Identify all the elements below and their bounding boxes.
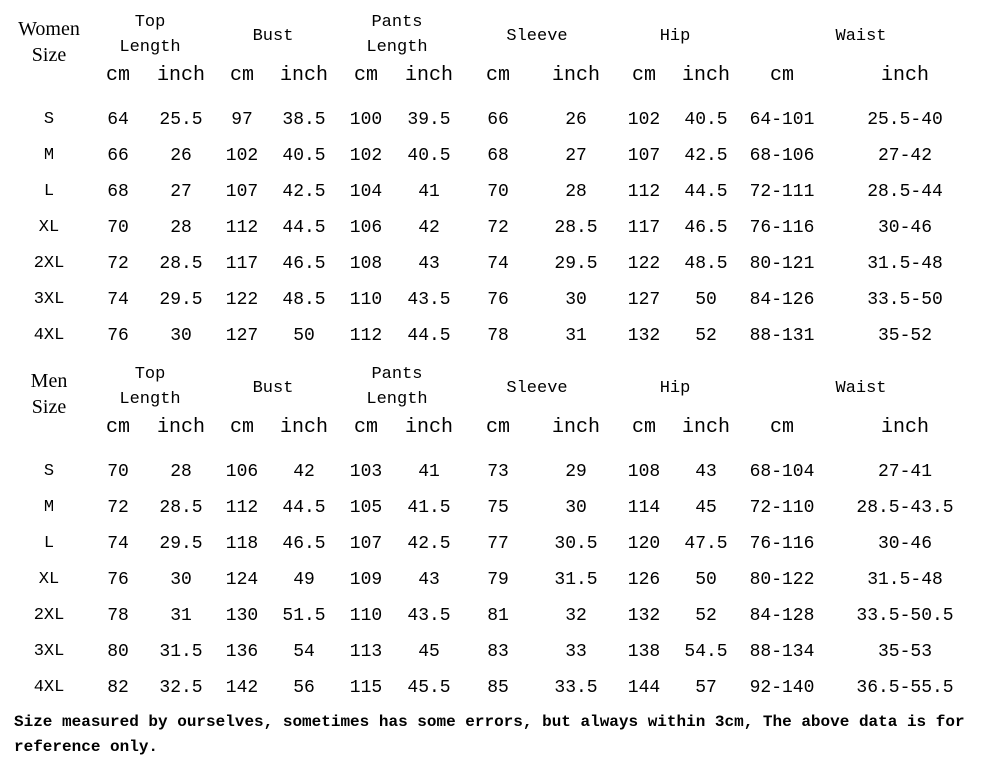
- table-cell: 112: [627, 182, 661, 202]
- table-cell: 49: [293, 570, 315, 590]
- header-bust: Bust: [252, 379, 294, 398]
- table-cell: 85: [487, 678, 509, 698]
- table-cell: 114: [627, 498, 661, 518]
- table-row: [0, 598, 981, 634]
- size-label: 3XL: [33, 290, 65, 309]
- table-cell: 68-104: [749, 462, 815, 482]
- table-cell: 122: [627, 254, 661, 274]
- table-cell: 127: [225, 326, 259, 346]
- table-cell: 28.5-44: [867, 182, 943, 202]
- table-cell: 120: [627, 534, 661, 554]
- table-cell: 50: [695, 290, 717, 310]
- unit-cm: cm: [485, 64, 511, 87]
- table-cell: 102: [627, 110, 661, 130]
- table-cell: 31.5: [554, 570, 598, 590]
- table-row: [0, 246, 981, 282]
- table-cell: 26: [170, 146, 192, 166]
- table-cell: 27: [170, 182, 192, 202]
- table-cell: 32.5: [159, 678, 203, 698]
- table-cell: 77: [487, 534, 509, 554]
- size-label: M: [43, 498, 55, 517]
- table-row: [0, 526, 981, 562]
- table-cell: 105: [349, 498, 383, 518]
- table-cell: 126: [627, 570, 661, 590]
- unit-cm: cm: [769, 64, 795, 87]
- table-cell: 112: [225, 498, 259, 518]
- size-label: L: [43, 182, 55, 201]
- table-cell: 28: [170, 462, 192, 482]
- table-cell: 103: [349, 462, 383, 482]
- table-cell: 30: [170, 570, 192, 590]
- table-cell: 41.5: [407, 498, 451, 518]
- table-cell: 66: [487, 110, 509, 130]
- table-cell: 40.5: [684, 110, 728, 130]
- table-cell: 76: [487, 290, 509, 310]
- table-cell: 57: [695, 678, 717, 698]
- table-cell: 138: [627, 642, 661, 662]
- table-cell: 43.5: [407, 606, 451, 626]
- table-cell: 44.5: [282, 218, 326, 238]
- table-cell: 46.5: [282, 254, 326, 274]
- table-cell: 74: [487, 254, 509, 274]
- table-cell: 30: [565, 498, 587, 518]
- men-rows: [0, 454, 981, 706]
- women-size-title: Women Size: [18, 18, 80, 66]
- table-cell: 41: [418, 182, 440, 202]
- table-row: [0, 562, 981, 598]
- table-cell: 31: [565, 326, 587, 346]
- table-cell: 50: [293, 326, 315, 346]
- table-cell: 110: [349, 290, 383, 310]
- unit-cm: cm: [631, 64, 657, 87]
- size-label: XL: [38, 218, 60, 237]
- table-cell: 76: [107, 570, 129, 590]
- women-header: [0, 10, 981, 87]
- table-cell: 33.5: [554, 678, 598, 698]
- unit-inch: inch: [880, 64, 930, 87]
- table-cell: 46.5: [684, 218, 728, 238]
- table-cell: 122: [225, 290, 259, 310]
- table-cell: 28: [565, 182, 587, 202]
- table-cell: 68: [487, 146, 509, 166]
- header-pants-length: Pants Length: [366, 365, 428, 409]
- table-cell: 117: [225, 254, 259, 274]
- table-cell: 64-101: [749, 110, 815, 130]
- men-size-table: [0, 362, 981, 698]
- table-cell: 28.5-43.5: [856, 498, 954, 518]
- unit-inch: inch: [404, 416, 454, 439]
- unit-cm: cm: [353, 64, 379, 87]
- size-label: M: [43, 146, 55, 165]
- footnote: Size measured by ourselves, sometimes has some errors, but always within 3cm, The above data is for reference only.: [14, 713, 965, 756]
- table-cell: 107: [627, 146, 661, 166]
- table-cell: 41: [418, 462, 440, 482]
- table-cell: 27-41: [877, 462, 933, 482]
- women-unit-row: [0, 62, 981, 90]
- table-cell: 72: [487, 218, 509, 238]
- table-cell: 84-126: [749, 290, 815, 310]
- table-cell: 144: [627, 678, 661, 698]
- table-cell: 38.5: [282, 110, 326, 130]
- table-cell: 76-116: [749, 534, 815, 554]
- table-cell: 50: [695, 570, 717, 590]
- table-cell: 35-52: [877, 326, 933, 346]
- table-cell: 136: [225, 642, 259, 662]
- women-size-table: [0, 10, 981, 346]
- unit-inch: inch: [279, 64, 329, 87]
- table-cell: 127: [627, 290, 661, 310]
- table-cell: 32: [565, 606, 587, 626]
- table-cell: 112: [349, 326, 383, 346]
- size-label: 2XL: [33, 606, 65, 625]
- table-cell: 92-140: [749, 678, 815, 698]
- table-cell: 54: [293, 642, 315, 662]
- table-cell: 43.5: [407, 290, 451, 310]
- table-cell: 35-53: [877, 642, 933, 662]
- table-cell: 30: [565, 290, 587, 310]
- table-cell: 52: [695, 606, 717, 626]
- table-cell: 106: [349, 218, 383, 238]
- table-cell: 29.5: [554, 254, 598, 274]
- unit-cm: cm: [485, 416, 511, 439]
- table-cell: 70: [107, 462, 129, 482]
- table-cell: 51.5: [282, 606, 326, 626]
- size-label: 3XL: [33, 642, 65, 661]
- table-cell: 100: [349, 110, 383, 130]
- table-cell: 45.5: [407, 678, 451, 698]
- table-cell: 80-122: [749, 570, 815, 590]
- table-cell: 44.5: [282, 498, 326, 518]
- table-row: [0, 670, 981, 706]
- table-cell: 28.5: [159, 254, 203, 274]
- table-cell: 39.5: [407, 110, 451, 130]
- table-cell: 72-111: [749, 182, 815, 202]
- table-cell: 45: [695, 498, 717, 518]
- table-cell: 84-128: [749, 606, 815, 626]
- unit-cm: cm: [229, 416, 255, 439]
- unit-cm: cm: [105, 416, 131, 439]
- table-cell: 78: [107, 606, 129, 626]
- table-cell: 48.5: [282, 290, 326, 310]
- table-cell: 115: [349, 678, 383, 698]
- table-cell: 70: [107, 218, 129, 238]
- table-cell: 108: [349, 254, 383, 274]
- table-cell: 109: [349, 570, 383, 590]
- size-label: 4XL: [33, 678, 65, 697]
- table-cell: 27-42: [877, 146, 933, 166]
- table-row: [0, 102, 981, 138]
- table-cell: 81: [487, 606, 509, 626]
- unit-inch: inch: [681, 416, 731, 439]
- table-cell: 29.5: [159, 534, 203, 554]
- table-cell: 43: [418, 254, 440, 274]
- table-cell: 27: [565, 146, 587, 166]
- table-cell: 54.5: [684, 642, 728, 662]
- table-cell: 97: [231, 110, 253, 130]
- size-label: 2XL: [33, 254, 65, 273]
- table-cell: 28.5: [159, 498, 203, 518]
- table-cell: 132: [627, 606, 661, 626]
- header-hip: Hip: [659, 379, 691, 398]
- unit-cm: cm: [769, 416, 795, 439]
- table-cell: 72: [107, 498, 129, 518]
- table-cell: 68: [107, 182, 129, 202]
- table-cell: 76-116: [749, 218, 815, 238]
- table-row: [0, 490, 981, 526]
- table-cell: 124: [225, 570, 259, 590]
- table-cell: 70: [487, 182, 509, 202]
- unit-cm: cm: [631, 416, 657, 439]
- table-cell: 88-131: [749, 326, 815, 346]
- table-cell: 45: [418, 642, 440, 662]
- table-row: [0, 634, 981, 670]
- table-cell: 42: [293, 462, 315, 482]
- table-cell: 42.5: [282, 182, 326, 202]
- size-label: S: [43, 110, 55, 129]
- table-cell: 88-134: [749, 642, 815, 662]
- table-cell: 79: [487, 570, 509, 590]
- men-unit-row: [0, 414, 981, 442]
- table-row: [0, 454, 981, 490]
- table-cell: 74: [107, 290, 129, 310]
- men-header: [0, 362, 981, 439]
- table-row: [0, 138, 981, 174]
- header-waist: Waist: [835, 27, 887, 46]
- table-cell: 48.5: [684, 254, 728, 274]
- table-cell: 82: [107, 678, 129, 698]
- header-top-length: Top Length: [119, 365, 181, 409]
- table-cell: 29.5: [159, 290, 203, 310]
- table-cell: 40.5: [282, 146, 326, 166]
- unit-cm: cm: [229, 64, 255, 87]
- table-cell: 78: [487, 326, 509, 346]
- table-cell: 102: [349, 146, 383, 166]
- table-cell: 83: [487, 642, 509, 662]
- table-cell: 31.5-48: [867, 570, 943, 590]
- table-cell: 44.5: [684, 182, 728, 202]
- unit-inch: inch: [880, 416, 930, 439]
- table-cell: 44.5: [407, 326, 451, 346]
- table-cell: 104: [349, 182, 383, 202]
- table-cell: 31.5-48: [867, 254, 943, 274]
- table-cell: 43: [418, 570, 440, 590]
- table-cell: 28: [170, 218, 192, 238]
- table-cell: 30: [170, 326, 192, 346]
- table-cell: 47.5: [684, 534, 728, 554]
- table-cell: 30-46: [877, 534, 933, 554]
- table-cell: 46.5: [282, 534, 326, 554]
- table-cell: 40.5: [407, 146, 451, 166]
- table-cell: 142: [225, 678, 259, 698]
- unit-cm: cm: [353, 416, 379, 439]
- header-pants-length: Pants Length: [366, 13, 428, 57]
- table-cell: 31.5: [159, 642, 203, 662]
- table-cell: 31: [170, 606, 192, 626]
- header-sleeve: Sleeve: [506, 379, 568, 398]
- header-hip: Hip: [659, 27, 691, 46]
- unit-cm: cm: [105, 64, 131, 87]
- table-cell: 107: [225, 182, 259, 202]
- unit-inch: inch: [551, 64, 601, 87]
- header-waist: Waist: [835, 379, 887, 398]
- table-cell: 33: [565, 642, 587, 662]
- table-cell: 68-106: [749, 146, 815, 166]
- table-cell: 118: [225, 534, 259, 554]
- table-cell: 30-46: [877, 218, 933, 238]
- table-cell: 75: [487, 498, 509, 518]
- table-cell: 26: [565, 110, 587, 130]
- header-top-length: Top Length: [119, 13, 181, 57]
- unit-inch: inch: [404, 64, 454, 87]
- table-cell: 80: [107, 642, 129, 662]
- size-label: L: [43, 534, 55, 553]
- table-cell: 52: [695, 326, 717, 346]
- table-row: [0, 282, 981, 318]
- table-cell: 108: [627, 462, 661, 482]
- header-bust: Bust: [252, 27, 294, 46]
- table-cell: 29: [565, 462, 587, 482]
- unit-inch: inch: [551, 416, 601, 439]
- table-cell: 132: [627, 326, 661, 346]
- table-cell: 117: [627, 218, 661, 238]
- unit-inch: inch: [156, 64, 206, 87]
- men-size-title: Men Size: [30, 370, 68, 418]
- table-cell: 102: [225, 146, 259, 166]
- table-row: [0, 210, 981, 246]
- table-cell: 25.5-40: [867, 110, 943, 130]
- unit-inch: inch: [279, 416, 329, 439]
- table-cell: 112: [225, 218, 259, 238]
- women-rows: [0, 102, 981, 354]
- table-cell: 36.5-55.5: [856, 678, 954, 698]
- table-cell: 130: [225, 606, 259, 626]
- table-cell: 106: [225, 462, 259, 482]
- table-cell: 74: [107, 534, 129, 554]
- unit-inch: inch: [681, 64, 731, 87]
- table-cell: 76: [107, 326, 129, 346]
- table-cell: 42: [418, 218, 440, 238]
- table-cell: 72: [107, 254, 129, 274]
- size-label: S: [43, 462, 55, 481]
- table-cell: 33.5-50.5: [856, 606, 954, 626]
- table-cell: 28.5: [554, 218, 598, 238]
- table-cell: 73: [487, 462, 509, 482]
- table-cell: 43: [695, 462, 717, 482]
- table-cell: 33.5-50: [867, 290, 943, 310]
- table-cell: 66: [107, 146, 129, 166]
- table-cell: 30.5: [554, 534, 598, 554]
- table-row: [0, 318, 981, 354]
- table-row: [0, 174, 981, 210]
- size-label: 4XL: [33, 326, 65, 345]
- table-cell: 80-121: [749, 254, 815, 274]
- table-cell: 42.5: [407, 534, 451, 554]
- size-label: XL: [38, 570, 60, 589]
- header-sleeve: Sleeve: [506, 27, 568, 46]
- table-cell: 64: [107, 110, 129, 130]
- table-cell: 107: [349, 534, 383, 554]
- table-cell: 113: [349, 642, 383, 662]
- unit-inch: inch: [156, 416, 206, 439]
- table-cell: 25.5: [159, 110, 203, 130]
- table-cell: 110: [349, 606, 383, 626]
- table-cell: 72-110: [749, 498, 815, 518]
- table-cell: 42.5: [684, 146, 728, 166]
- table-cell: 56: [293, 678, 315, 698]
